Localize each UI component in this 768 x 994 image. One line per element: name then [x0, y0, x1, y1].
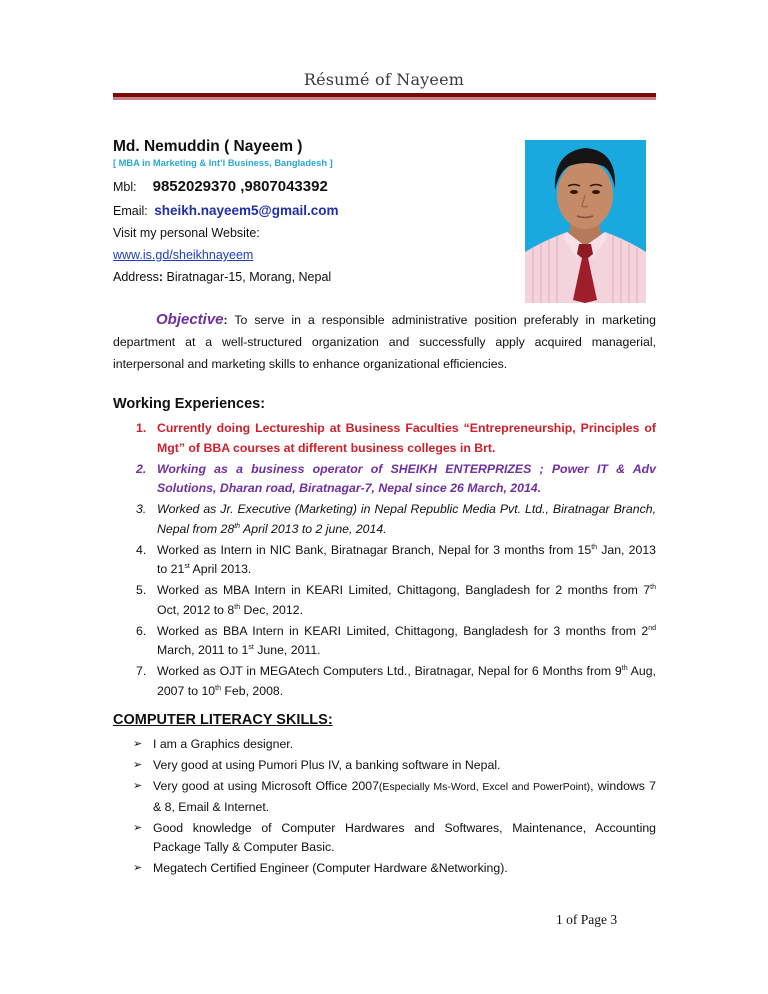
- objective-text: To serve in a responsible administrative position preferably in marketing department at a well-structured organization and successfully apply acquired managerial, interpersonal and marketing skills to enhance organizational efficiencies.: [113, 313, 656, 371]
- experience-item: [113, 500, 656, 539]
- skills-list: [113, 735, 656, 880]
- address-colon: :: [158, 270, 164, 284]
- experience-item: [113, 541, 656, 580]
- ordinal-suffix: th: [591, 543, 598, 551]
- experience-heading: Working Experiences:: [113, 396, 266, 412]
- skill-item: [113, 777, 656, 817]
- experience-text: Jan, 2013 to 21: [157, 542, 656, 576]
- skill-item: [113, 859, 656, 879]
- ordinal-suffix: th: [621, 665, 628, 672]
- email-label: Email:: [113, 204, 148, 218]
- experience-number: 4.: [136, 542, 147, 557]
- email-line: [113, 203, 338, 218]
- skill-text-detail: (Especially Ms-Word, Excel and PowerPoint): [378, 781, 591, 793]
- experience-number: 1.: [136, 421, 147, 435]
- skill-item: [113, 819, 656, 858]
- ordinal-suffix: th: [215, 684, 221, 692]
- candidate-degree: [ MBA in Marketing & Int’l Business, Bangladesh ]: [113, 158, 333, 168]
- experience-number: 3.: [136, 502, 147, 516]
- experience-text: Feb, 2008.: [220, 683, 284, 698]
- skill-text: I am a Graphics designer.: [153, 737, 294, 751]
- email-link[interactable]: sheikh.nayeem5@gmail.com: [154, 203, 339, 218]
- skill-item: [113, 735, 656, 755]
- ordinal-suffix: st: [184, 563, 190, 570]
- experience-text: Aug, 2007 to 10: [157, 664, 656, 698]
- experience-item: [113, 419, 656, 458]
- skill-text: Very good at using Microsoft Office 2007: [153, 779, 379, 793]
- experience-number: 6.: [136, 623, 147, 638]
- experience-item: [113, 460, 656, 499]
- experience-item: [113, 581, 656, 620]
- experience-text: April 2013.: [189, 562, 252, 576]
- experience-text: Worked as OJT in MEGAtech Computers Ltd., Biratnagar, Nepal for 6 Months from 9: [157, 664, 622, 678]
- experience-text: Worked as Jr. Executive (Marketing) in Nepal Republic Media Pvt. Ltd., Biratnagar Branch, Nepal from 28: [157, 502, 656, 536]
- ordinal-suffix: th: [234, 522, 241, 530]
- experience-text: Worked as Intern in NIC Bank, Biratnagar Branch, Nepal for 3 months from 15: [157, 542, 592, 557]
- skill-text: Very good at using Pumori Plus IV, a banking software in Nepal.: [153, 758, 501, 772]
- arrow-bullet-icon: ➢: [133, 759, 143, 771]
- header-rule-shadow: [113, 97, 656, 100]
- website-line: [113, 248, 253, 262]
- arrow-bullet-icon: ➢: [133, 738, 143, 750]
- candidate-name: Md. Nemuddin ( Nayeem ): [113, 138, 303, 155]
- experience-number: 7.: [136, 664, 147, 678]
- experience-number: 5.: [136, 583, 147, 597]
- skill-text: Good knowledge of Computer Hardwares and Softwares, Maintenance, Accounting Package Tally & Computer Basic.: [153, 820, 656, 854]
- mobile-value: 9852029370 ,9807043392: [152, 178, 328, 195]
- ordinal-suffix: nd: [648, 624, 656, 632]
- experience-item: [113, 622, 656, 661]
- experience-list: [113, 419, 656, 703]
- skills-heading: COMPUTER LITERACY SKILLS:: [113, 712, 333, 728]
- skill-text: , windows 7 & 8, Email & Internet.: [153, 779, 656, 814]
- experience-text: March, 2011 to 1: [157, 643, 249, 657]
- skill-text: Megatech Certified Engineer (Computer Hardware &Networking).: [153, 861, 508, 875]
- objective-paragraph: [113, 309, 656, 375]
- page-number: 1 of Page 3: [556, 912, 618, 927]
- experience-number: 2.: [136, 461, 147, 476]
- address-line: [113, 270, 331, 284]
- address-label: Address: [113, 270, 159, 284]
- experience-text: Worked as BBA Intern in KEARI Limited, Chittagong, Bangladesh for 3 months from 2: [157, 623, 649, 638]
- portrait-image: [525, 140, 646, 303]
- mobile-label: Mbl:: [113, 180, 137, 194]
- experience-text: Worked as MBA Intern in KEARI Limited, Chittagong, Bangladesh for 2 months from 7: [157, 583, 651, 597]
- ordinal-suffix: st: [248, 644, 254, 651]
- profile-photo: [525, 140, 646, 303]
- arrow-bullet-icon: ➢: [133, 862, 143, 874]
- experience-text: Currently doing Lectureship at Business Faculties “Entrepreneurship, Principles of Mgt” of BBA courses at different business colleges in Brt.: [157, 421, 656, 455]
- objective-colon: :: [223, 313, 228, 327]
- experience-text: April 2013 to 2 june, 2014.: [240, 521, 387, 536]
- ordinal-suffix: th: [650, 584, 656, 591]
- experience-item: [113, 662, 656, 701]
- skill-item: [113, 756, 656, 776]
- experience-text: Oct, 2012 to 8: [157, 602, 235, 617]
- document-title: Résumé of Nayeem: [303, 70, 465, 89]
- objective-label: Objective: [156, 311, 224, 328]
- experience-text: Working as a business operator of SHEIKH ENTERPRIZES ; Power IT & Adv Solutions, Dharan road, Biratnagar-7, Nepal since 26 March, 2014.: [157, 461, 656, 495]
- experience-text: Dec, 2012.: [240, 602, 303, 617]
- arrow-bullet-icon: ➢: [133, 780, 143, 792]
- website-label: Visit my personal Website:: [113, 226, 260, 240]
- ordinal-suffix: th: [234, 603, 241, 611]
- experience-text: June, 2011.: [253, 643, 321, 657]
- mobile-line: [113, 178, 328, 195]
- address-value: Biratnagar-15, Morang, Nepal: [163, 270, 332, 284]
- arrow-bullet-icon: ➢: [133, 821, 143, 834]
- website-link[interactable]: www.is.gd/sheikhnayeem: [113, 248, 254, 262]
